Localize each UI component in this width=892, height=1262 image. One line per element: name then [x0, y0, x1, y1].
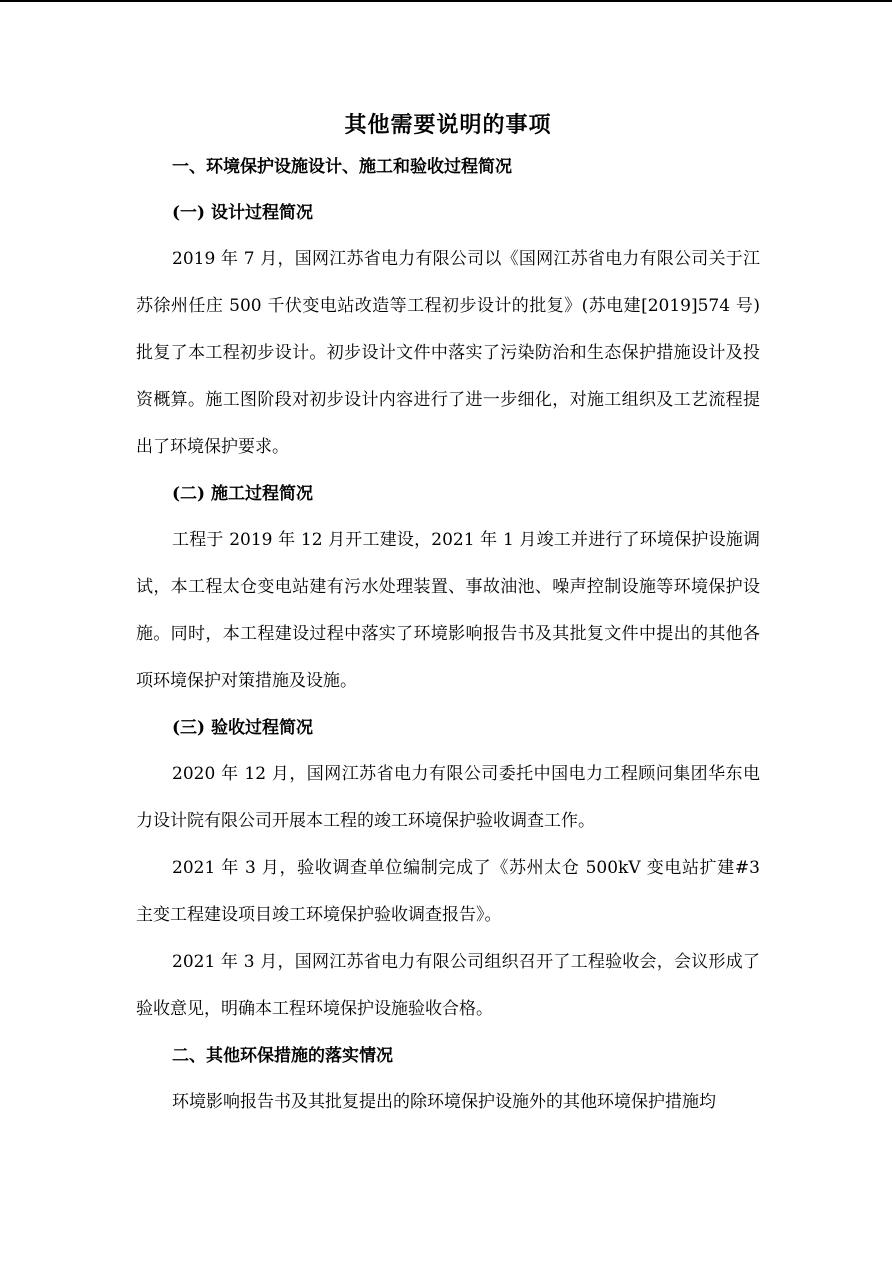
document-title: 其他需要说明的事项: [344, 112, 552, 138]
acceptance-paragraph-1: 2020 年 12 月，国网江苏省电力有限公司委托中国电力工程顾问集团华东电力设计院有限公司开展本工程的竣工环境保护验收调查工作。: [136, 764, 760, 831]
subsection-2-heading: (二) 施工过程简况: [172, 484, 314, 504]
acceptance-paragraph-3: 2021 年 3 月，国网江苏省电力有限公司组织召开了工程验收会，会议形成了验收意见，明确本工程环境保护设施验收合格。: [136, 952, 760, 1019]
section-1-heading: 一、环境保护设施设计、施工和验收过程简况: [172, 157, 512, 177]
construction-process-paragraph: 工程于 2019 年 12 月开工建设，2021 年 1 月竣工并进行了环境保护设施调试，本工程太仓变电站建有污水处理装置、事故油池、噪声控制设施等环境保护设施。同时，本工程建设过程中落实了环境影响报告书及其批复文件中提出的其他各项环境保护对策措施及设施。: [136, 530, 760, 691]
acceptance-paragraph-2: 2021 年 3 月，验收调查单位编制完成了《苏州太仓 500kV 变电站扩建#3 主变工程建设项目竣工环境保护验收调查报告》。: [136, 858, 760, 925]
section-2-heading: 二、其他环保措施的落实情况: [172, 1046, 393, 1066]
subsection-3-heading: (三) 验收过程简况: [172, 718, 314, 738]
document-page: [136, 110, 760, 1136]
top-border-line: [0, 0, 892, 2]
design-process-paragraph: 2019 年 7 月，国网江苏省电力有限公司以《国网江苏省电力有限公司关于江苏徐州任庄 500 千伏变电站改造等工程初步设计的批复》(苏电建[2019]574 号)批复了本工程初步设计。初步设计文件中落实了污染防治和生态保护措施设计及投资概算。施工图阶段对初步设计内容进行了进一步细化，对施工组织及工艺流程提出了环境保护要求。: [136, 249, 760, 457]
other-measures-paragraph: 环境影响报告书及其批复提出的除环境保护设施外的其他环境保护措施均: [172, 1092, 716, 1112]
subsection-1-heading: (一) 设计过程简况: [172, 203, 314, 223]
